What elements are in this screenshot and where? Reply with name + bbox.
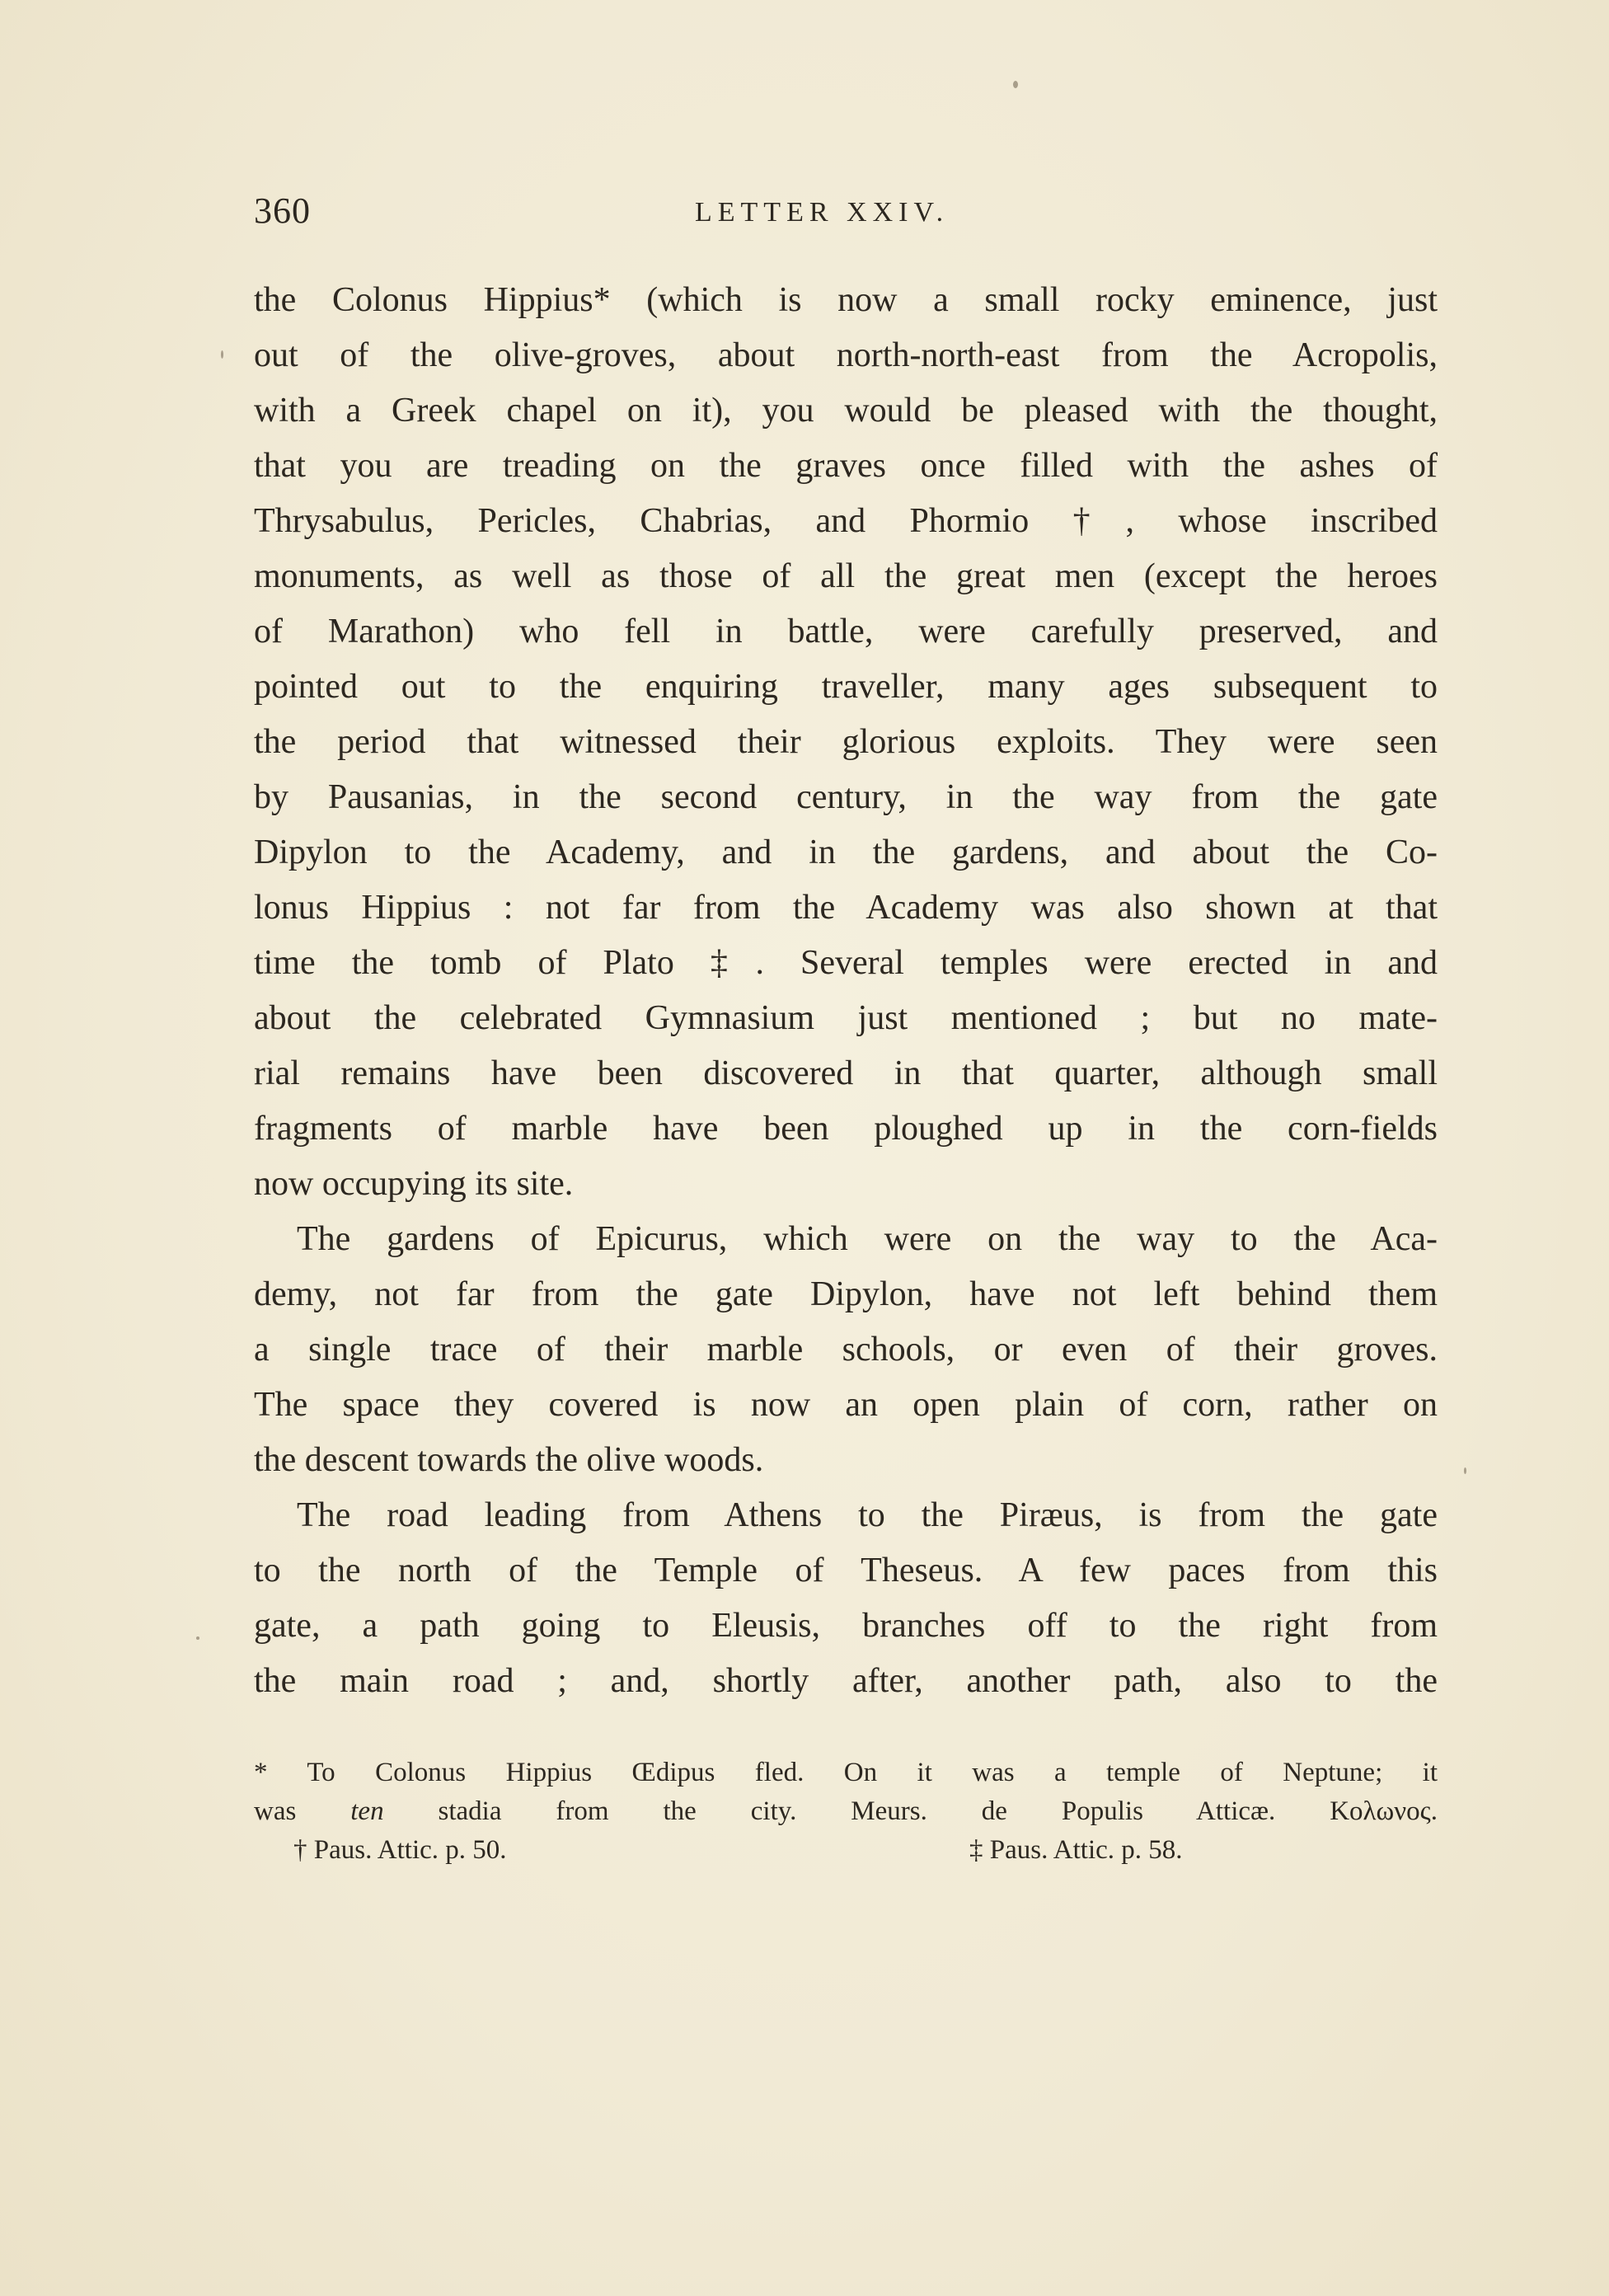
page-number: 360 <box>254 190 311 231</box>
text-line: with a Greek chapel on it), you would be pleased with the thought, <box>254 392 1438 430</box>
footnote-references <box>254 1831 1438 1870</box>
text-line: the main road ; and, shortly after, another path, also to the <box>254 1662 1438 1700</box>
text-line: the Colonus Hippius* (which is now a small rocky eminence, just <box>254 281 1438 319</box>
text-line: The space they covered is now an open plain of corn, rather on <box>254 1386 1438 1424</box>
text-line: by Pausanias, in the second century, in the way from the gate <box>254 778 1438 816</box>
footnote-colonus-continued <box>254 1792 1438 1831</box>
paper-speck <box>221 350 223 359</box>
text-line: lonus Hippius : not far from the Academy was also shown at that <box>254 889 1438 927</box>
footnotes <box>254 1754 1438 1870</box>
footnote-colonus <box>254 1754 1438 1792</box>
paragraph-start-line: The gardens of Epicurus, which were on the way to the Aca- <box>297 1220 1438 1258</box>
paper-speck <box>1013 81 1018 88</box>
text-line: that you are treading on the graves once filled with the ashes of <box>254 447 1438 485</box>
running-head: LETTER XXIV. <box>695 197 950 228</box>
footnote-double-dagger: ‡ Paus. Attic. p. 58. <box>969 1835 1183 1865</box>
footnote-text: was <box>254 1796 351 1826</box>
text-line: fragments of marble have been ploughed up in the corn-fields <box>254 1110 1438 1148</box>
text-line: time the tomb of Plato ‡. Several temples were erected in and <box>254 944 1438 982</box>
text-line: to the north of the Temple of Theseus. A few paces from this <box>254 1552 1438 1589</box>
footnote-dagger: † Paus. Attic. p. 50. <box>293 1835 507 1865</box>
text-line: out of the olive-groves, about north-north-east from the Acropolis, <box>254 336 1438 374</box>
body-text <box>254 273 1438 1709</box>
text-line: pointed out to the enquiring traveller, many ages subsequent to <box>254 668 1438 706</box>
text-line: the period that witnessed their glorious exploits. They were seen <box>254 723 1438 761</box>
paragraph-end-line: now occupying its site. <box>254 1165 574 1203</box>
text-line: gate, a path going to Eleusis, branches off to the right from <box>254 1607 1438 1645</box>
text-line: monuments, as well as those of all the great men (except the heroes <box>254 557 1438 595</box>
paper-speck <box>1464 1467 1466 1474</box>
text-line: Dipylon to the Academy, and in the gardens, and about the Co- <box>254 833 1438 871</box>
text-line: rial remains have been discovered in that quarter, although small <box>254 1054 1438 1092</box>
text-line: demy, not far from the gate Dipylon, have not left behind them <box>254 1275 1438 1313</box>
text-line: Thrysabulus, Pericles, Chabrias, and Phormio †, whose inscribed <box>254 502 1438 540</box>
paper-speck <box>196 1636 199 1640</box>
footnote-italic-word: ten <box>350 1796 384 1826</box>
text-line: about the celebrated Gymnasium just mentioned ; but no mate- <box>254 999 1438 1037</box>
footnote-text: stadia from the city. Meurs. de Populis Atticæ. Κολωνος. <box>383 1796 1438 1826</box>
footnote-text: * To Colonus Hippius Œdipus fled. On it was a temple of Neptune; it <box>254 1758 1438 1787</box>
text-line: a single trace of their marble schools, or even of their groves. <box>254 1331 1438 1369</box>
paragraph-end-line: the descent towards the olive woods. <box>254 1441 764 1479</box>
text-line: of Marathon) who fell in battle, were carefully preserved, and <box>254 613 1438 650</box>
paragraph-start-line: The road leading from Athens to the Piræus, is from the gate <box>297 1496 1438 1534</box>
